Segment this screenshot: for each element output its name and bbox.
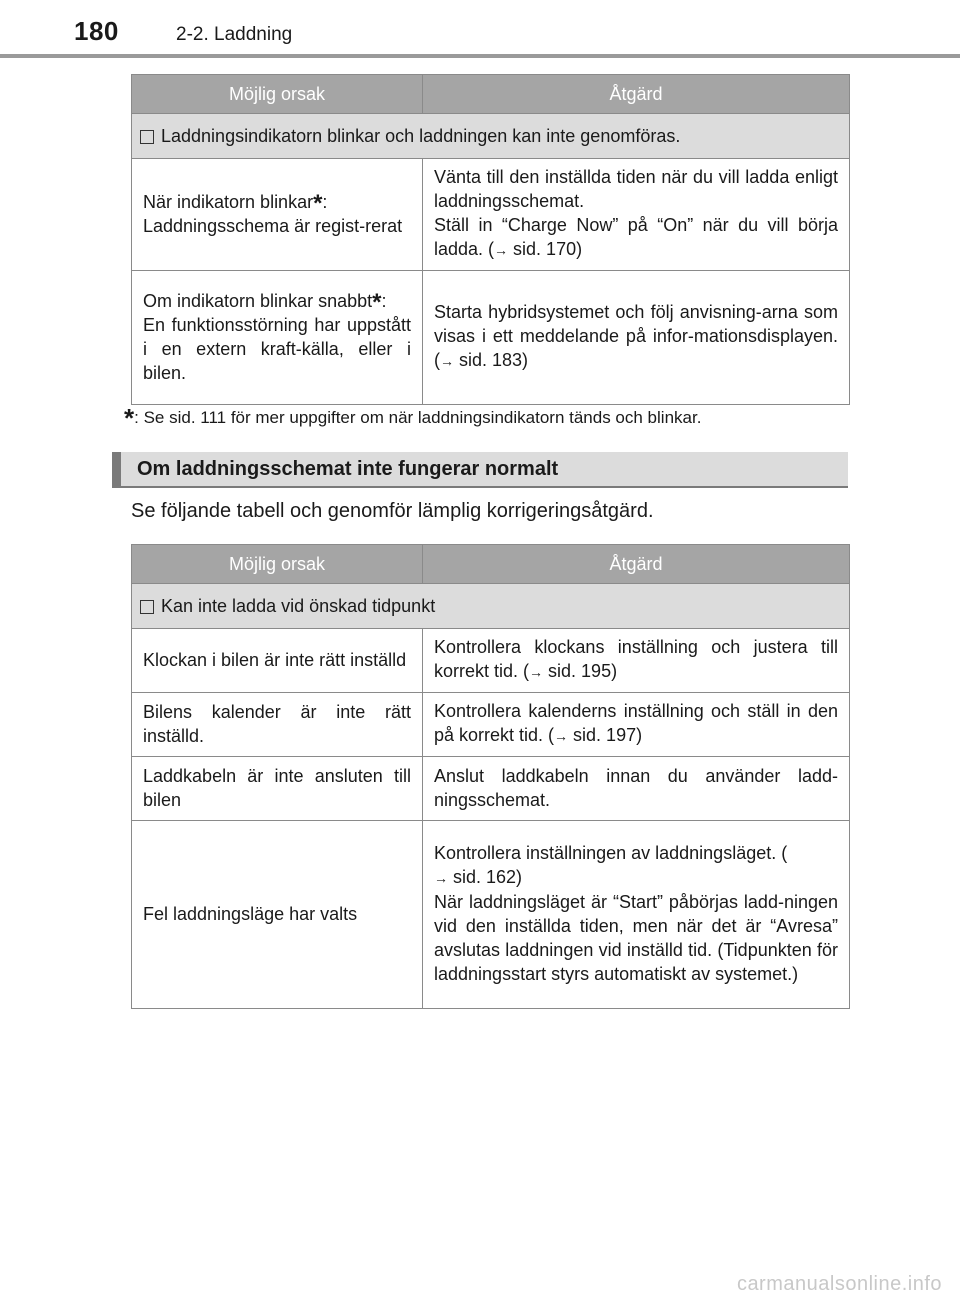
checkbox-square-icon [140,600,154,614]
asterisk-mark: * [372,288,382,316]
cause-cell: Fel laddningsläge har valts [132,821,423,1009]
arrow-right-icon: → [494,242,509,258]
action-cell: Anslut laddkabeln innan du använder ladd-ningsschemat. [423,757,850,821]
page-header [0,0,960,58]
section-label: 2-2. Laddning [176,24,293,45]
table-group-row [132,584,850,629]
group-label: Laddningsindikatorn blinkar och laddningen kan inte genomföras. [161,126,681,146]
checkbox-square-icon [140,130,154,144]
table-group-row [132,114,850,159]
section-heading-text: Om laddningsschemat inte fungerar normalt [137,458,559,480]
group-cell [132,584,850,629]
footnote-text: : Se sid. 111 för mer uppgifter om när laddningsindikatorn tänds och blinkar. [134,408,702,427]
column-header-cause: Möjlig orsak [132,75,423,114]
section-heading [112,452,848,488]
cause-cell: Klockan i bilen är inte rätt inställd [132,629,423,693]
schedule-table [131,544,850,1009]
table-row [132,159,850,271]
cause-cell: Laddkabeln är inte ansluten till bilen [132,757,423,821]
action-cell: Vänta till den inställda tiden när du vill ladda enligt laddningsschemat. Ställ in “Charge Now” på “On” när du vill börja ladda. (→ sid. 170) [423,159,850,271]
cause-cell: När indikatorn blinkar*: Laddningsschema är regist-rerat [132,159,423,271]
action-cell: Kontrollera inställningen av laddningsläget. ( → sid. 162) När laddningsläget är “Start” påbörjas ladd-ningen vid den inställda tiden, men när det är “Avresa” avslutas laddningen vid inställd tid. (Tidpunkten för laddningsstart styrs automatiskt av systemet.) [423,821,850,1009]
asterisk-mark: * [124,403,135,433]
arrow-right-icon: → [440,353,454,369]
asterisk-mark: * [313,189,323,217]
action-cell: Starta hybridsystemet och följ anvisning-arna som visas i ett meddelande på infor-mationsdisplayen. (→ sid. 183) [423,271,850,405]
table-header-row [132,75,850,114]
header-rule [0,54,960,58]
page-number: 180 [74,16,119,46]
table-row [132,821,850,1009]
column-header-cause: Möjlig orsak [132,545,423,584]
table-row [132,271,850,405]
arrow-right-icon: → [434,870,448,886]
column-header-action: Åtgärd [423,75,850,114]
group-cell [132,114,850,159]
table-row [132,629,850,693]
table-row [132,757,850,821]
table-header-row [132,545,850,584]
watermark: carmanualsonline.info [736,1273,942,1295]
arrow-right-icon: → [529,664,544,680]
table-row [132,693,850,757]
indicator-table [131,74,850,405]
footnote [124,403,864,433]
cause-cell: Bilens kalender är inte rätt inställd. [132,693,423,757]
action-cell: Kontrollera kalenderns inställning och ställ in den på korrekt tid. (→ sid. 197) [423,693,850,757]
arrow-right-icon: → [554,728,569,744]
intro-text: Se följande tabell och genomför lämplig korrigeringsåtgärd. [131,500,654,522]
group-label: Kan inte ladda vid önskad tidpunkt [161,596,436,616]
action-cell: Kontrollera klockans inställning och justera till korrekt tid. (→ sid. 195) [423,629,850,693]
cause-cell: Om indikatorn blinkar snabbt*: En funktionsstörning har uppstått i en extern kraft-källa, eller i bilen. [132,271,423,405]
column-header-action: Åtgärd [423,545,850,584]
